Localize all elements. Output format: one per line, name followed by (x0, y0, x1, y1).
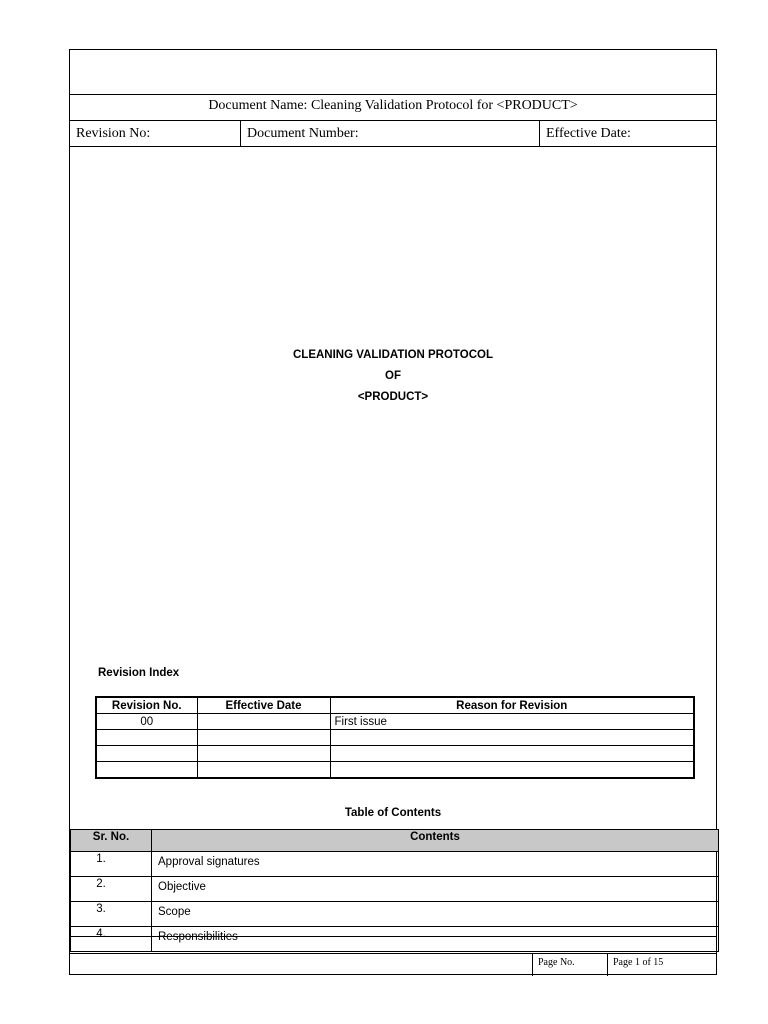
table-row (96, 762, 694, 779)
toc-number: 4. (71, 927, 152, 952)
contents-col-header: Contents (152, 830, 719, 852)
toc-label: Table of Contents (344, 807, 442, 819)
table-row (96, 730, 694, 746)
revision-no-label: Revision No: (76, 126, 151, 141)
document-number-label: Document Number: (247, 126, 359, 141)
toc-table (70, 829, 719, 952)
toc-entry: Approval signatures (152, 852, 719, 877)
header-divider-middle (70, 120, 716, 121)
sr-no-col-header: Sr. No. (71, 830, 152, 852)
footer-divider-top (70, 936, 716, 937)
toc-header-row (71, 830, 719, 852)
revision-cell (96, 746, 197, 762)
table-row (71, 877, 719, 902)
revision-index-table (95, 696, 695, 779)
effective-date-cell (197, 746, 330, 762)
toc-entry: Objective (152, 877, 719, 902)
revision-cell (96, 730, 197, 746)
protocol-title-product: <PRODUCT> (357, 391, 429, 403)
reason-cell: First issue (330, 714, 694, 730)
document-name: Document Name: Cleaning Validation Protocol for <PRODUCT> (208, 98, 578, 113)
effective-date-col-header: Effective Date (197, 697, 330, 714)
header-divider-top (70, 94, 716, 95)
table-row (71, 902, 719, 927)
table-row (71, 927, 719, 952)
revision-index-label: Revision Index (98, 667, 180, 679)
toc-number: 3. (71, 902, 152, 927)
protocol-title: CLEANING VALIDATION PROTOCOL (293, 349, 493, 361)
page-count: Page 1 of 15 (613, 957, 664, 968)
toc-number: 2. (71, 877, 152, 902)
reason-cell (330, 746, 694, 762)
reason-cell (330, 762, 694, 779)
toc-number: 1. (71, 852, 152, 877)
effective-date-cell (197, 730, 330, 746)
table-row (96, 746, 694, 762)
footer-vdivider-1 (532, 953, 533, 976)
protocol-title-of: OF (385, 370, 401, 382)
revision-col-header: Revision No. (96, 697, 197, 714)
revision-header-row (96, 697, 694, 714)
header-vdivider-2 (539, 120, 540, 146)
page-no-label: Page No. (538, 957, 575, 968)
table-row (96, 714, 694, 730)
footer-divider (70, 953, 716, 954)
toc-entry: Responsibilities (152, 927, 719, 952)
header-vdivider-1 (240, 120, 241, 146)
effective-date-cell (197, 762, 330, 779)
reason-col-header: Reason for Revision (330, 697, 694, 714)
document-page (69, 49, 717, 975)
footer-vdivider-2 (607, 953, 608, 976)
effective-date-label: Effective Date: (546, 126, 631, 141)
table-row (71, 852, 719, 877)
reason-cell (330, 730, 694, 746)
revision-cell: 00 (96, 714, 197, 730)
effective-date-cell (197, 714, 330, 730)
header-divider-bottom (70, 146, 716, 147)
revision-cell (96, 762, 197, 779)
toc-entry: Scope (152, 902, 719, 927)
